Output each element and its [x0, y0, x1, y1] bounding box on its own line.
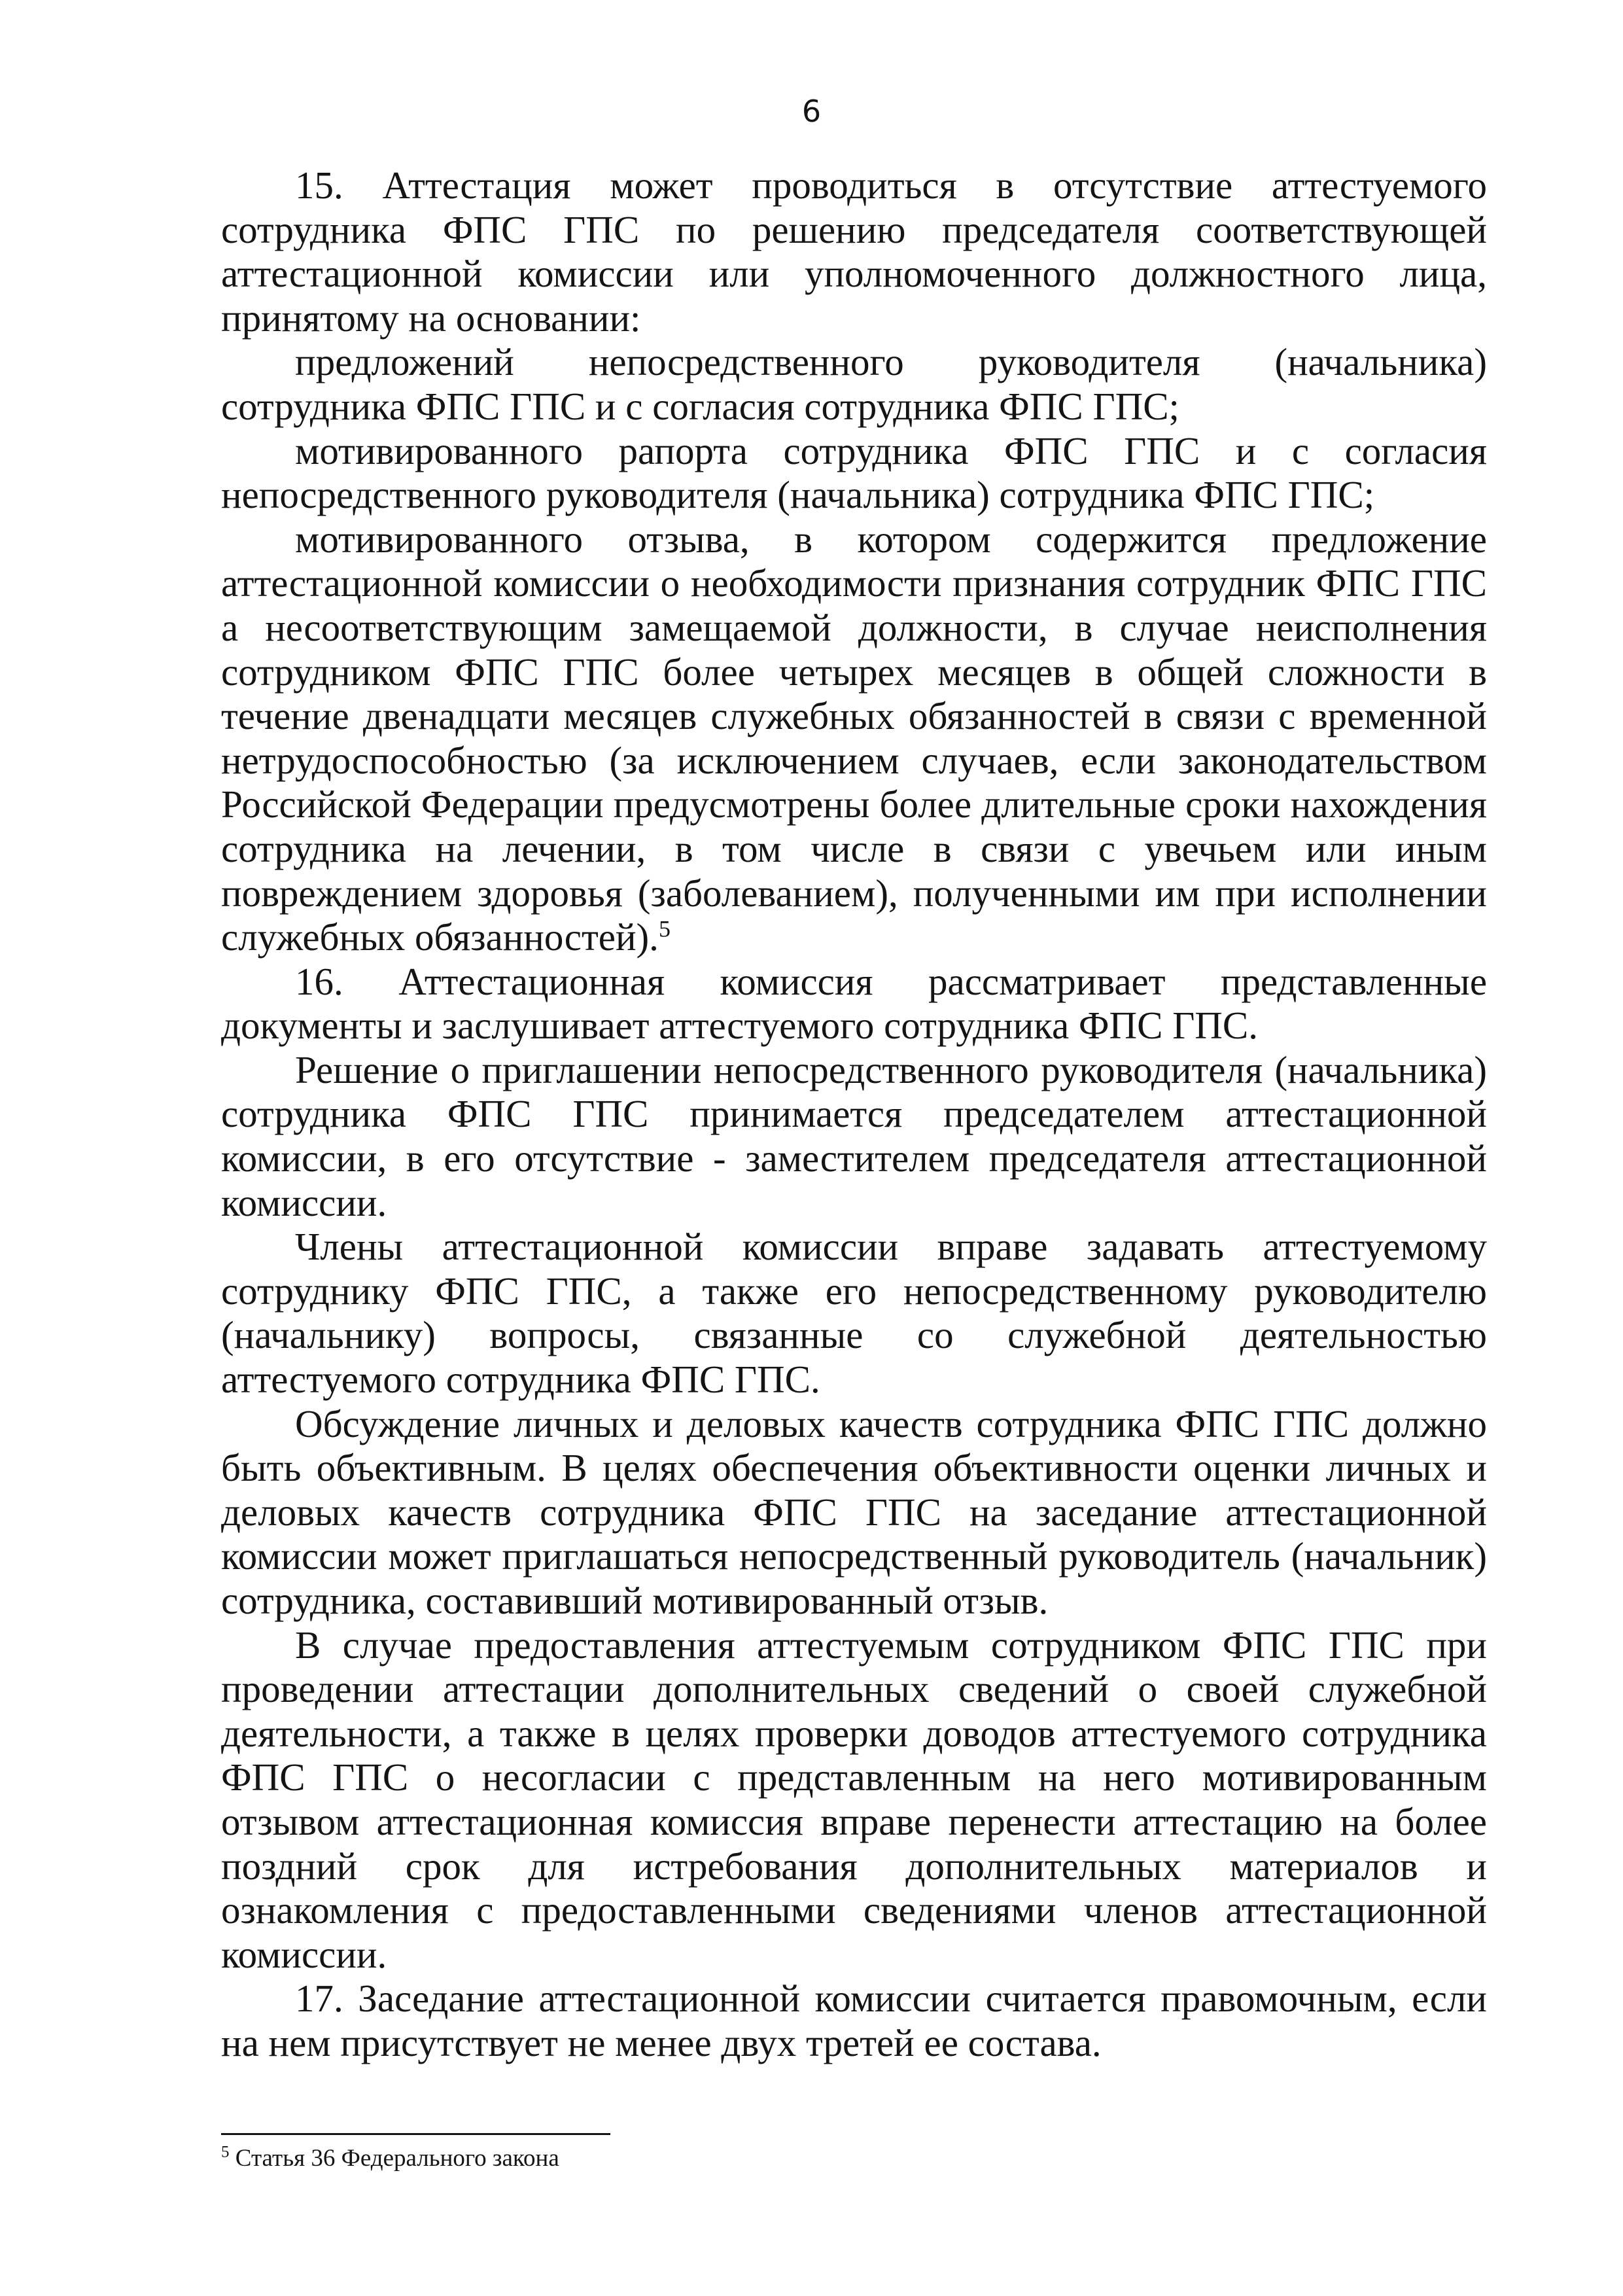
page-number: 6 [801, 94, 822, 129]
paragraph-basis-supervisor-proposal: предложений непосредственного руководителя (начальника) сотрудника ФПС ГПС и с согласия сотрудника ФПС ГПС; [221, 340, 1487, 428]
paragraph-17: 17. Заседание аттестационной комиссии считается правомочным, если на нем присутствует не менее двух третей ее состава. [221, 1977, 1487, 2064]
paragraph-basis-employee-report: мотивированного рапорта сотрудника ФПС ГПС и с согласия непосредственного руководителя (начальника) сотрудника ФПС ГПС; [221, 429, 1487, 517]
footnote-mark: 5 [221, 2143, 230, 2161]
paragraph-16: 16. Аттестационная комиссия рассматривает представленные документы и заслушивает аттестуемого сотрудника ФПС ГПС. [221, 959, 1487, 1048]
footnote-divider [221, 2133, 610, 2135]
footnote-reference[interactable]: 5 [658, 915, 671, 942]
paragraph-qualities-discussion: Обсуждение личных и деловых качеств сотрудника ФПС ГПС должно быть объективным. В целях обеспечения объективности оценки личных и деловых качеств сотрудника ФПС ГПС на заседание аттестационной комиссии может приглашаться непосредственный руководитель (начальник) сотрудника, составивший мотивированный отзыв. [221, 1402, 1487, 1622]
paragraph-postponement: В случае предоставления аттестуемым сотрудником ФПС ГПС при проведении аттестации дополнительных сведений о своей служебной деятельности, а также в целях проверки доводов аттестуемого сотрудника ФПС ГПС о несогласии с представленным на него мотивированным отзывом аттестационная комиссия вправе перенести аттестацию на более поздний срок для истребования дополнительных материалов и ознакомления с предоставленными сведениями членов аттестационной комиссии. [221, 1623, 1487, 1976]
paragraph-basis-reasoned-review [221, 518, 1487, 960]
footnote [221, 2142, 1487, 2175]
reasoned-review-text: мотивированного отзыва, в котором содержится предложение аттестационной комиссии о необходимости признания сотрудник ФПС ГПС а несоответствующим замещаемой должности, в случае неисполнения сотрудником ФПС ГПС более четырех месяцев в общей сложности в течение двенадцати месяцев служебных обязанностей в связи с временной нетрудоспособностью (за исключением случаев, если законодательством Российской Федерации предусмотрены более длительные сроки нахождения сотрудника на лечении, в том числе в связи с увечьем или иным повреждением здоровья (заболеванием), полученными им при исполнении служебных обязанностей). [221, 517, 1487, 959]
paragraph-invitation-decision: Решение о приглашении непосредственного руководителя (начальника) сотрудника ФПС ГПС принимается председателем аттестационной комиссии, в его отсутствие - заместителем председателя аттестационной комиссии. [221, 1048, 1487, 1224]
paragraph-15: 15. Аттестация может проводиться в отсутствие аттестуемого сотрудника ФПС ГПС по решению председателя соответствующей аттестационной комиссии или уполномоченного должностного лица, принятому на основании: [221, 164, 1487, 340]
footnote-text: Статья 36 Федерального закона [235, 2145, 559, 2172]
paragraph-commission-questions: Члены аттестационной комиссии вправе задавать аттестуемому сотруднику ФПС ГПС, а также его непосредственному руководителю (начальнику) вопросы, связанные со служебной деятельностью аттестуемого сотрудника ФПС ГПС. [221, 1225, 1487, 1402]
document-body [221, 164, 1487, 2066]
